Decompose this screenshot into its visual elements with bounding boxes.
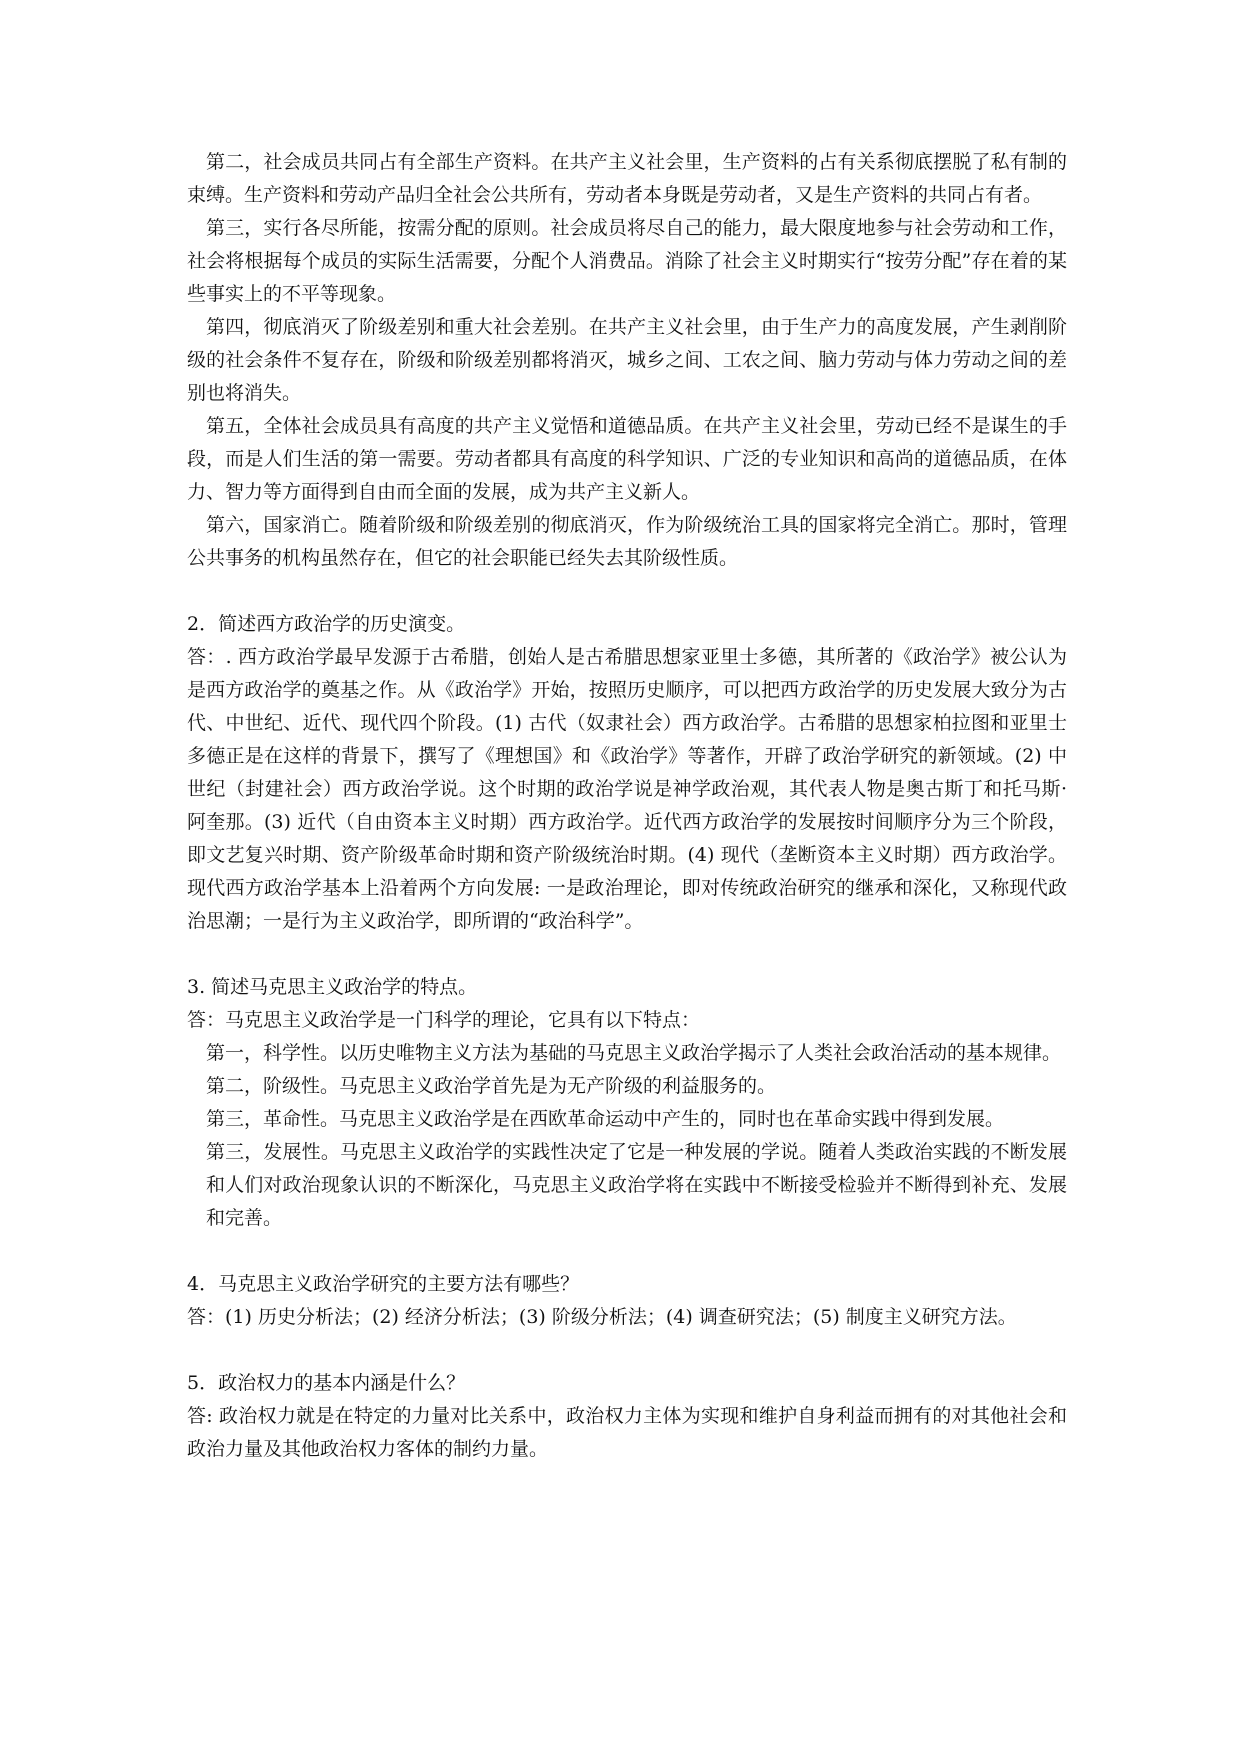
- question-5-title: 5．政治权力的基本内涵是什么？: [187, 1372, 466, 1394]
- paragraph-feature-2: 第二，社会成员共同占有全部生产资料。在共产主义社会里，生产资料的占有关系彻底摆脱了私有制的束缚。生产资料和劳动产品归全社会公共所有，劳动者本身既是劳动者，又是生产资料的共同占有者。: [187, 151, 1067, 206]
- document-body: [187, 146, 1067, 1466]
- question-4-answer: 答：(1) 历史分析法；(2) 经济分析法；(3) 阶级分析法；(4) 调查研究法；(5) 制度主义研究方法。: [187, 1306, 1017, 1328]
- paragraph-feature-4: 第四，彻底消灭了阶级差别和重大社会差别。在共产主义社会里，由于生产力的高度发展，产生剥削阶级的社会条件不复存在，阶级和阶级差别都将消灭，城乡之间、工农之间、脑力劳动与体力劳动之间的差别也将消失。: [187, 316, 1067, 404]
- question-5-answer: 答: 政治权力就是在特定的力量对比关系中，政治权力主体为实现和维护自身利益而拥有的对其他社会和政治力量及其他政治权力客体的制约力量。: [187, 1405, 1067, 1460]
- question-3-section: [187, 971, 1067, 1235]
- question-3-point-3: 第三，革命性。马克思主义政治学是在西欧革命运动中产生的，同时也在革命实践中得到发展。: [206, 1108, 1005, 1130]
- question-3-answer-intro: 答：马克思主义政治学是一门科学的理论，它具有以下特点：: [187, 1009, 701, 1031]
- communism-features-section: [187, 146, 1067, 575]
- question-3-point-2: 第二，阶级性。马克思主义政治学首先是为无产阶级的利益服务的。: [206, 1075, 777, 1097]
- question-2-title: 2．简述西方政治学的历史演变。: [187, 613, 466, 635]
- question-3-point-1: 第一，科学性。以历史唯物主义方法为基础的马克思主义政治学揭示了人类社会政治活动的基本规律。: [206, 1042, 1062, 1064]
- paragraph-feature-3: 第三，实行各尽所能，按需分配的原则。社会成员将尽自己的能力，最大限度地参与社会劳动和工作，社会将根据每个成员的实际生活需要，分配个人消费品。消除了社会主义时期实行“按劳分配”存在着的某些事实上的不平等现象。: [187, 217, 1067, 305]
- question-2-section: [187, 608, 1067, 938]
- question-3-title: 3. 简述马克思主义政治学的特点。: [187, 976, 478, 998]
- question-4-title: 4．马克思主义政治学研究的主要方法有哪些？: [187, 1273, 580, 1295]
- question-4-section: [187, 1268, 1067, 1334]
- paragraph-feature-5: 第五，全体社会成员具有高度的共产主义觉悟和道德品质。在共产主义社会里，劳动已经不是谋生的手段，而是人们生活的第一需要。劳动者都具有高度的科学知识、广泛的专业知识和高尚的道德品质，在体力、智力等方面得到自由而全面的发展，成为共产主义新人。: [187, 415, 1067, 503]
- question-3-point-4: 第三，发展性。马克思主义政治学的实践性决定了它是一种发展的学说。随着人类政治实践的不断发展和人们对政治现象认识的不断深化，马克思主义政治学将在实践中不断接受检验并不断得到补充、发展和完善。: [206, 1141, 1067, 1229]
- paragraph-feature-6: 第六，国家消亡。随着阶级和阶级差别的彻底消灭，作为阶级统治工具的国家将完全消亡。那时，管理公共事务的机构虽然存在，但它的社会职能已经失去其阶级性质。: [187, 514, 1067, 569]
- question-5-section: [187, 1367, 1067, 1466]
- question-2-answer: 答：. 西方政治学最早发源于古希腊，创始人是古希腊思想家亚里士多德，其所著的《政治学》被公认为是西方政治学的奠基之作。从《政治学》开始，按照历史顺序，可以把西方政治学的历史发展大致分为古代、中世纪、近代、现代四个阶段。(1) 古代（奴隶社会）西方政治学。古希腊的思想家柏拉图和亚里士多德正是在这样的背景下，撰写了《理想国》和《政治学》等著作，开辟了政治学研究的新领域。(2) 中世纪（封建社会）西方政治学说。这个时期的政治学说是神学政治观，其代表人物是奥古斯丁和托马斯·阿奎那。(3) 近代（自由资本主义时期）西方政治学。近代西方政治学的发展按时间顺序分为三个阶段，即文艺复兴时期、资产阶级革命时期和资产阶级统治时期。(4) 现代（垄断资本主义时期）西方政治学。现代西方政治学基本上沿着两个方向发展: 一是政治理论，即对传统政治研究的继承和深化，又称现代政治思潮；一是行为主义政治学，即所谓的“政治科学”。: [187, 646, 1067, 932]
